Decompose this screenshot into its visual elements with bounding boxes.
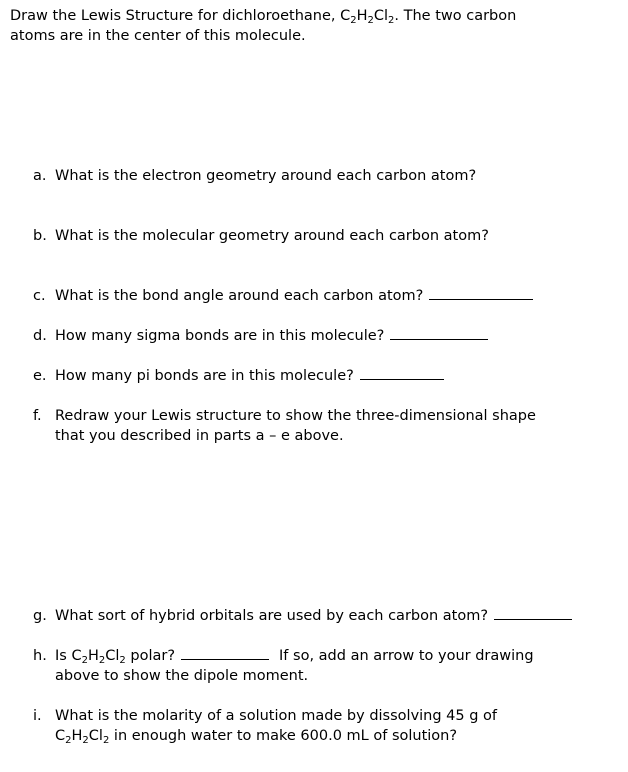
question-g: g. What sort of hybrid orbitals are used by each carbon atom? [33,606,613,626]
intro-line-1: Draw the Lewis Structure for dichloroethane, $C_2H_2Cl_2$. The two carbon [10,8,517,26]
answer-blank-d[interactable] [390,327,488,340]
question-d: d. How many sigma bonds are in this molecule? [33,326,613,346]
answer-blank-h[interactable] [181,647,269,660]
answer-blank-g[interactable] [494,607,572,620]
intro-line-2: atoms are in the center of this molecule. [10,28,306,44]
question-e: e. How many pi bonds are in this molecule? [33,366,613,386]
question-h: h. Is $C_2H_2Cl_2$ polar? If so, add an arrow to your drawing above to show the dipole moment. [33,648,534,684]
intro-prompt [10,6,610,46]
question-c: c. What is the bond angle around each carbon atom? [33,286,613,306]
question-i: i. What is the molarity of a solution made by dissolving 45 g of $C_2H_2Cl_2$ in enough water to make 600.0 mL of solution? [33,708,498,746]
question-b: b. What is the molecular geometry around each carbon atom? [33,228,489,244]
question-f: f. Redraw your Lewis structure to show the three-dimensional shape that you described in parts a – e above. [33,408,536,444]
answer-blank-c[interactable] [429,287,533,300]
question-a: a. What is the electron geometry around each carbon atom? [33,168,477,184]
answer-blank-e[interactable] [360,367,444,380]
